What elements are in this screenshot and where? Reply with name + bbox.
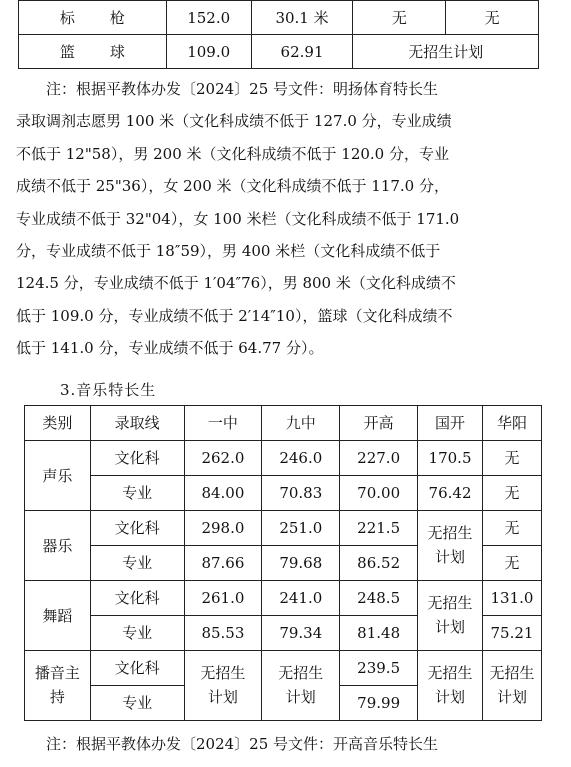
score-cell: 无 bbox=[482, 441, 541, 476]
no-plan-cell: 无招生 计划 bbox=[184, 651, 262, 721]
category-cell: 舞蹈 bbox=[25, 581, 91, 651]
no-plan-cell: 无招生 计划 bbox=[418, 651, 483, 721]
header-cell: 一中 bbox=[184, 406, 262, 441]
note-line: 低于 141.0 分，专业成绩不低于 64.77 分）。 bbox=[16, 339, 324, 358]
score-cell: 248.5 bbox=[340, 581, 418, 616]
note-paragraph-music bbox=[16, 728, 554, 760]
score-cell: 75.21 bbox=[482, 616, 541, 651]
line-label: 专业 bbox=[90, 476, 184, 511]
line-label: 文化科 bbox=[90, 581, 184, 616]
table-row bbox=[25, 476, 542, 511]
no-plan-cell: 无招生 计划 bbox=[482, 651, 541, 721]
score-cell: 109.0 bbox=[166, 35, 251, 69]
score-cell: 86.52 bbox=[340, 546, 418, 581]
no-plan-cell: 无招生计划 bbox=[353, 35, 539, 69]
score-cell: 227.0 bbox=[340, 441, 418, 476]
no-plan-cell: 无招生 计划 bbox=[418, 581, 483, 651]
note-line: 低于 109.0 分，专业成绩不低于 2′14″10），篮球（文化科成绩不 bbox=[16, 306, 453, 325]
score-cell: 221.5 bbox=[340, 511, 418, 546]
score-cell: 79.34 bbox=[262, 616, 340, 651]
line-label: 文化科 bbox=[90, 511, 184, 546]
table-row bbox=[25, 511, 542, 546]
line-label: 文化科 bbox=[90, 651, 184, 686]
event-name: 篮 球 bbox=[19, 35, 167, 69]
note-line: 注：根据平教体办发〔2024〕25 号文件：明扬体育特长生 bbox=[16, 80, 439, 98]
table-header-row bbox=[25, 406, 542, 441]
score-cell: 81.48 bbox=[340, 616, 418, 651]
score-cell: 62.91 bbox=[251, 35, 353, 69]
score-cell: 无 bbox=[446, 1, 539, 35]
line-label: 专业 bbox=[90, 546, 184, 581]
no-plan-cell: 无招生 计划 bbox=[262, 651, 340, 721]
table-row bbox=[25, 441, 542, 476]
line-label: 文化科 bbox=[90, 441, 184, 476]
line-label: 专业 bbox=[90, 686, 184, 721]
header-cell: 华阳 bbox=[482, 406, 541, 441]
note-line: 录取调剂志愿男 100 米（文化科成绩不低于 127.0 分，专业成绩 bbox=[16, 112, 452, 131]
table-row bbox=[19, 35, 539, 69]
note-paragraph-sports bbox=[16, 73, 554, 365]
note-line: 124.5 分，专业成绩不低于 1′04″76），男 800 米（文化科成绩不 bbox=[16, 274, 456, 293]
score-cell: 251.0 bbox=[262, 511, 340, 546]
score-cell: 298.0 bbox=[184, 511, 262, 546]
score-cell: 152.0 bbox=[166, 1, 251, 35]
note-line: 分，专业成绩不低于 18″59），男 400 米栏（文化科成绩不低于 bbox=[16, 242, 441, 261]
score-cell: 84.00 bbox=[184, 476, 262, 511]
score-cell: 170.5 bbox=[418, 441, 483, 476]
score-cell: 79.68 bbox=[262, 546, 340, 581]
no-plan-cell: 无招生 计划 bbox=[418, 511, 483, 581]
table-row bbox=[25, 581, 542, 616]
table-row bbox=[19, 1, 539, 35]
note-line: 注：根据平教体办发〔2024〕25 号文件：开高音乐特长生 bbox=[16, 735, 439, 753]
note-line: 不低于 12"58），男 200 米（文化科成绩不低于 120.0 分，专业 bbox=[16, 144, 449, 163]
score-cell: 30.1 米 bbox=[251, 1, 353, 35]
score-cell: 无 bbox=[482, 511, 541, 546]
category-cell: 播音主 持 bbox=[25, 651, 91, 721]
score-cell: 87.66 bbox=[184, 546, 262, 581]
note-line: 专业成绩不低于 32"04），女 100 米栏（文化科成绩不低于 171.0 bbox=[16, 209, 460, 228]
score-cell: 无 bbox=[482, 546, 541, 581]
category-cell: 声乐 bbox=[25, 441, 91, 511]
score-cell: 131.0 bbox=[482, 581, 541, 616]
score-cell: 70.83 bbox=[262, 476, 340, 511]
category-cell: 器乐 bbox=[25, 511, 91, 581]
score-cell: 239.5 bbox=[340, 651, 418, 686]
score-cell: 79.99 bbox=[340, 686, 418, 721]
score-cell: 无 bbox=[353, 1, 446, 35]
header-cell: 开高 bbox=[340, 406, 418, 441]
header-cell: 九中 bbox=[262, 406, 340, 441]
score-cell: 262.0 bbox=[184, 441, 262, 476]
music-score-table bbox=[24, 405, 542, 721]
score-cell: 70.00 bbox=[340, 476, 418, 511]
score-cell: 246.0 bbox=[262, 441, 340, 476]
event-name: 标 枪 bbox=[19, 1, 167, 35]
score-cell: 85.53 bbox=[184, 616, 262, 651]
header-cell: 录取线 bbox=[90, 406, 184, 441]
note-line: 成绩不低于 25"36），女 200 米（文化科成绩不低于 117.0 分， bbox=[16, 177, 449, 196]
section-title-music: 3.音乐特长生 bbox=[60, 381, 157, 399]
table-row bbox=[25, 651, 542, 686]
line-label: 专业 bbox=[90, 616, 184, 651]
header-cell: 类别 bbox=[25, 406, 91, 441]
score-cell: 无 bbox=[482, 476, 541, 511]
score-cell: 76.42 bbox=[418, 476, 483, 511]
score-cell: 261.0 bbox=[184, 581, 262, 616]
header-cell: 国开 bbox=[418, 406, 483, 441]
score-cell: 241.0 bbox=[262, 581, 340, 616]
sports-score-table bbox=[18, 0, 539, 69]
